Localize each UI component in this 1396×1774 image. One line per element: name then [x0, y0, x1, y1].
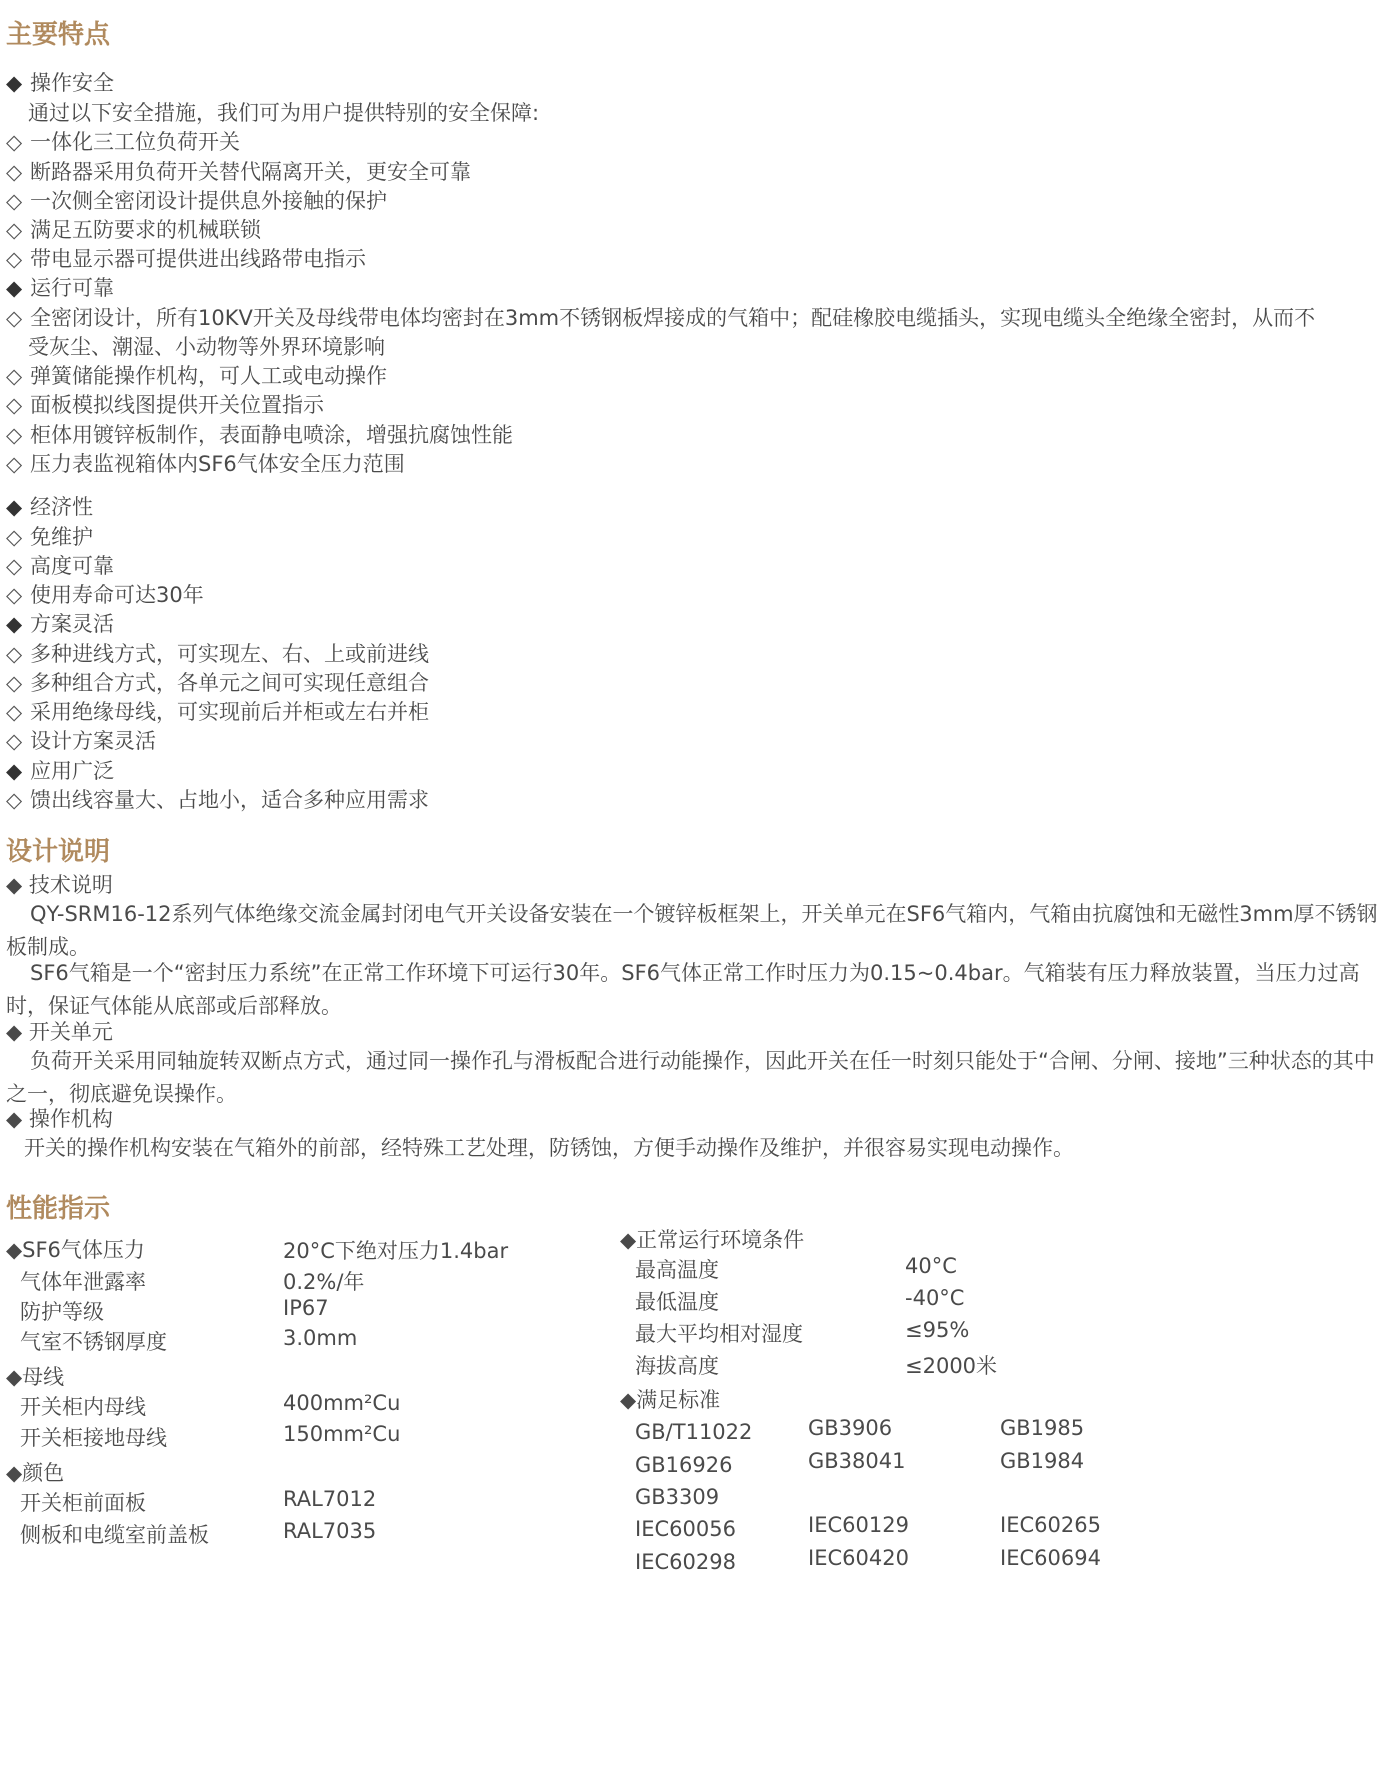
standard-item: IEC60129 — [808, 1513, 909, 1537]
hollow-diamond-icon: ◇ — [6, 247, 23, 271]
feature-item — [6, 551, 114, 581]
standard-item: GB1985 — [1000, 1416, 1085, 1440]
feature-text: 弹簧储能操作机构，可人工或电动操作 — [30, 364, 387, 388]
feature-item — [6, 303, 1315, 333]
env-row-value: 40°C — [905, 1254, 957, 1278]
hollow-diamond-icon: ◇ — [6, 306, 23, 330]
hollow-diamond-icon: ◇ — [6, 423, 23, 447]
feature-item — [6, 215, 261, 245]
standard-item: GB3309 — [635, 1485, 720, 1509]
bus-row-label: 开关柜内母线 — [20, 1395, 146, 1419]
feature-text: 运行可靠 — [30, 276, 114, 300]
bus-row-value: 400mm²Cu — [283, 1391, 401, 1415]
standard-item: IEC60265 — [1000, 1513, 1101, 1537]
env-row-label: 海拔高度 — [635, 1354, 719, 1378]
mech-paragraph: 开关的操作机构安装在气箱外的前部，经特殊工艺处理，防锈蚀，方便手动操作及维护，并很容易实现电动操作。 — [24, 1136, 1074, 1160]
feature-item — [6, 492, 93, 522]
hollow-diamond-icon: ◇ — [6, 364, 23, 388]
sf6-row-label: 防护等级 — [20, 1300, 104, 1324]
tech-heading: ◆ 技术说明 — [6, 873, 113, 897]
color-row-value: RAL7012 — [283, 1487, 377, 1511]
env-row-label: 最大平均相对湿度 — [635, 1322, 803, 1346]
feature-item — [6, 580, 204, 610]
env-row-value: ≤2000米 — [905, 1354, 998, 1378]
tech-paragraph-2: SF6气箱是一个“密封压力系统”在正常工作环境下可运行30年。SF6气体正常工作时压力为0.15~0.4bar。气箱装有压力释放装置，当压力过高时，保证气体能从底部或后部释放。 — [6, 961, 1360, 1018]
mech-heading: ◆ 操作机构 — [6, 1107, 113, 1131]
feature-text: 一体化三工位负荷开关 — [30, 130, 240, 154]
perf-title: 性能指示 — [6, 1194, 111, 1224]
feature-item — [6, 127, 240, 157]
hollow-diamond-icon: ◇ — [6, 160, 23, 184]
feature-text: 通过以下安全措施，我们可为用户提供特别的安全保障: — [28, 101, 540, 125]
feature-item — [6, 361, 387, 391]
feature-text: 免维护 — [30, 525, 93, 549]
env-row-label: 最高温度 — [635, 1258, 719, 1282]
hollow-diamond-icon: ◇ — [6, 218, 23, 242]
feature-item — [6, 420, 513, 450]
switch-heading: ◆ 开关单元 — [6, 1020, 113, 1044]
standard-item: IEC60420 — [808, 1546, 909, 1570]
sf6-heading: ◆SF6气体压力 — [6, 1238, 145, 1262]
standard-item: IEC60056 — [635, 1517, 736, 1541]
hollow-diamond-icon: ◇ — [6, 642, 23, 666]
hollow-diamond-icon: ◇ — [6, 554, 23, 578]
feature-text: 方案灵活 — [30, 612, 114, 636]
filled-diamond-icon: ◆ — [6, 71, 23, 95]
feature-text: 断路器采用负荷开关替代隔离开关，更安全可靠 — [30, 160, 471, 184]
feature-text: 高度可靠 — [30, 554, 114, 578]
bus-heading: ◆母线 — [6, 1365, 65, 1389]
feature-item — [6, 697, 429, 727]
hollow-diamond-icon: ◇ — [6, 671, 23, 695]
feature-text: 面板模拟线图提供开关位置指示 — [30, 393, 324, 417]
sf6-row-value: IP67 — [283, 1296, 329, 1320]
feature-item — [6, 68, 114, 98]
standard-item: GB3906 — [808, 1416, 893, 1440]
feature-text: 满足五防要求的机械联锁 — [30, 218, 261, 242]
hollow-diamond-icon: ◇ — [6, 700, 23, 724]
hollow-diamond-icon: ◇ — [6, 729, 23, 753]
bus-row-label: 开关柜接地母线 — [20, 1426, 167, 1450]
color-row-label: 开关柜前面板 — [20, 1491, 146, 1515]
feature-item — [6, 726, 156, 756]
filled-diamond-icon: ◆ — [6, 495, 23, 519]
features-title: 主要特点 — [6, 20, 111, 50]
feature-item — [6, 668, 429, 698]
hollow-diamond-icon: ◇ — [6, 525, 23, 549]
feature-text: 全密闭设计，所有10KV开关及母线带电体均密封在3mm不锈钢板焊接成的气箱中；配硅橡胶电缆插头，实现电缆头全绝缘全密封，从而不 — [30, 306, 1316, 330]
feature-text: 使用寿命可达30年 — [30, 583, 204, 607]
env-row-label: 最低温度 — [635, 1290, 719, 1314]
switch-paragraph: 负荷开关采用同轴旋转双断点方式，通过同一操作孔与滑板配合进行动能操作，因此开关在任一时刻只能处于“合闸、分闸、接地”三种状态的其中之一，彻底避免误操作。 — [6, 1049, 1375, 1106]
feature-item — [6, 157, 471, 187]
env-heading: ◆正常运行环境条件 — [620, 1228, 805, 1252]
feature-text: 受灰尘、潮湿、小动物等外界环境影响 — [28, 335, 385, 359]
sf6-row-value: 3.0mm — [283, 1326, 358, 1350]
std-heading: ◆满足标准 — [620, 1388, 721, 1412]
design-title: 设计说明 — [6, 837, 111, 867]
bus-row-value: 150mm²Cu — [283, 1422, 401, 1446]
env-row-value: -40°C — [905, 1286, 965, 1310]
color-heading: ◆颜色 — [6, 1461, 65, 1485]
color-row-label: 侧板和电缆室前盖板 — [20, 1523, 209, 1547]
standard-item: IEC60694 — [1000, 1546, 1101, 1570]
filled-diamond-icon: ◆ — [6, 612, 23, 636]
feature-text: 多种组合方式，各单元之间可实现任意组合 — [30, 671, 429, 695]
feature-item — [6, 186, 387, 216]
feature-item — [6, 785, 429, 815]
feature-text: 多种进线方式，可实现左、右、上或前进线 — [30, 642, 429, 666]
sf6-row-value: 0.2%/年 — [283, 1270, 365, 1294]
feature-item — [6, 609, 114, 639]
filled-diamond-icon: ◆ — [6, 759, 23, 783]
env-row-value: ≤95% — [905, 1318, 970, 1342]
feature-item — [6, 273, 114, 303]
standard-item: GB1984 — [1000, 1449, 1085, 1473]
feature-item — [6, 522, 93, 552]
feature-item — [6, 639, 429, 669]
feature-text: 柜体用镀锌板制作，表面静电喷涂，增强抗腐蚀性能 — [30, 423, 513, 447]
sf6-first-value: 20°C下绝对压力1.4bar — [283, 1239, 509, 1263]
feature-text: 操作安全 — [30, 71, 114, 95]
standard-item: GB/T11022 — [635, 1420, 753, 1444]
hollow-diamond-icon: ◇ — [6, 452, 23, 476]
standard-item: GB38041 — [808, 1449, 906, 1473]
feature-text: 设计方案灵活 — [30, 729, 156, 753]
feature-item — [6, 390, 324, 420]
standard-item: GB16926 — [635, 1453, 733, 1477]
hollow-diamond-icon: ◇ — [6, 189, 23, 213]
filled-diamond-icon: ◆ — [6, 276, 23, 300]
hollow-diamond-icon: ◇ — [6, 788, 23, 812]
standard-item: IEC60298 — [635, 1550, 736, 1574]
color-row-value: RAL7035 — [283, 1519, 377, 1543]
hollow-diamond-icon: ◇ — [6, 583, 23, 607]
feature-text: 一次侧全密闭设计提供息外接触的保护 — [30, 189, 387, 213]
hollow-diamond-icon: ◇ — [6, 130, 23, 154]
sf6-row-label: 气体年泄露率 — [20, 1270, 146, 1294]
feature-text: 经济性 — [30, 495, 93, 519]
feature-text: 馈出线容量大、占地小，适合多种应用需求 — [30, 788, 429, 812]
feature-text: 应用广泛 — [30, 759, 114, 783]
feature-text: 带电显示器可提供进出线路带电指示 — [30, 247, 366, 271]
tech-paragraph-1: QY-SRM16-12系列气体绝缘交流金属封闭电气开关设备安装在一个镀锌板框架上，开关单元在SF6气箱内，气箱由抗腐蚀和无磁性3mm厚不锈钢板制成。 — [6, 902, 1378, 959]
feature-text: 采用绝缘母线，可实现前后并柜或左右并柜 — [30, 700, 429, 724]
feature-item — [6, 756, 114, 786]
feature-item — [28, 98, 539, 128]
feature-item — [6, 449, 405, 479]
sf6-row-label: 气室不锈钢厚度 — [20, 1330, 167, 1354]
hollow-diamond-icon: ◇ — [6, 393, 23, 417]
feature-text: 压力表监视箱体内SF6气体安全压力范围 — [30, 452, 405, 476]
feature-item — [6, 244, 366, 274]
feature-item — [28, 332, 385, 362]
